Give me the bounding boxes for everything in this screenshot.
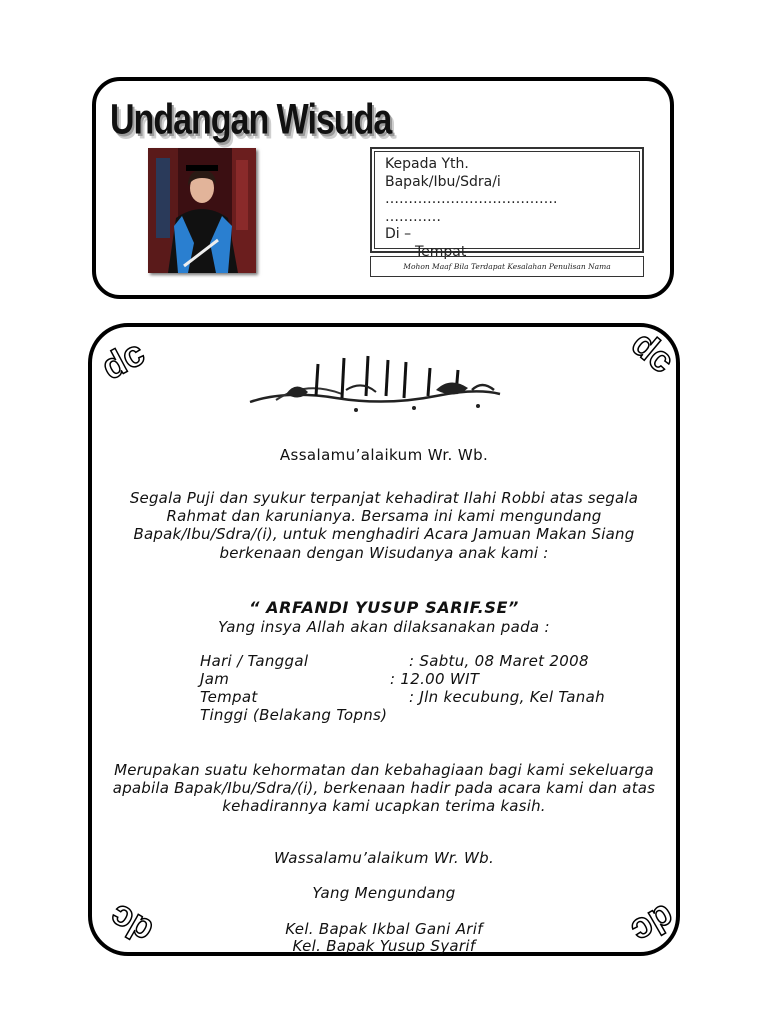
detail-value-place: : Jln kecubung, Kel Tanah: [409, 688, 605, 706]
opening-paragraph: Segala Puji dan syukur terpanjat kehadirat Ilahi Robbi atas segala Rahmat dan karunianya. Bersama ini kami mengundang Bapak/Ibu/Sdra/(i), untuk menghadiri Acara Jamuan Makan Siang berkenaan dengan Wisudanya anak kami :: [129, 489, 639, 562]
basmalah-calligraphy: [246, 350, 504, 422]
inviter-label: Yang Mengundang: [312, 884, 456, 902]
detail-label-day: Hari / Tanggal: [200, 652, 309, 670]
corner-ornament: dc: [94, 331, 151, 388]
graduate-name: “ ARFANDI YUSUP SARIF.SE”: [249, 598, 519, 617]
address-line: Tempat: [415, 243, 467, 260]
invitation-title: Undangan Wisuda: [110, 96, 392, 144]
closing-greeting: Wassalamu’alaikum Wr. Wb.: [273, 849, 495, 867]
opening-greeting: Assalamu’alaikum Wr. Wb.: [279, 446, 489, 464]
address-line: ……………………………….: [385, 191, 558, 207]
closing-paragraph: Merupakan suatu kehormatan dan kebahagiaan bagi kami sekeluarga apabila Bapak/Ibu/Sdra/(i), berkenaan hadir pada acara kami dan atas kehadirannya kami ucapkan terima kasih.: [112, 761, 656, 816]
corner-ornament: dc: [102, 896, 160, 953]
detail-value-day: : Sabtu, 08 Maret 2008: [409, 652, 589, 670]
corner-ornament: dc: [624, 896, 682, 953]
detail-value-time: : 12.00 WIT: [390, 670, 480, 688]
address-line: Di –: [385, 226, 412, 242]
address-line: …………: [385, 208, 441, 225]
address-line: Bapak/Ibu/Sdra/i: [385, 173, 501, 190]
recipient-address-box: [370, 147, 644, 260]
apology-note: Mohon Maaf Bila Terdapat Kesalahan Penulisan Nama: [370, 256, 644, 277]
address-line: Kepada Yth.: [385, 156, 469, 172]
signature-line: Kel. Bapak Ikbal Gani Arif: [285, 920, 483, 938]
detail-value-place-cont: Tinggi (Belakang Topns): [200, 706, 388, 724]
schedule-intro: Yang insya Allah akan dilaksanakan pada :: [218, 618, 550, 636]
graduate-photo: [148, 148, 256, 273]
corner-ornament: dc: [624, 322, 683, 381]
detail-label-place: Tempat: [200, 688, 258, 706]
detail-label-time: Jam: [200, 670, 230, 688]
signature-line: Kel. Bapak Yusup Syarif: [292, 937, 476, 955]
